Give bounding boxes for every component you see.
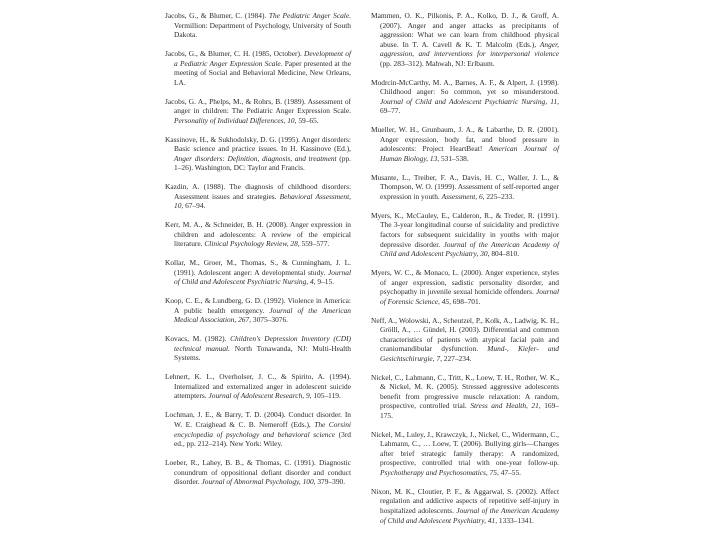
reference-authors-text: Kazdin, A. (1988). The diagnosis of childhood disorders: Assessment issues and strategies. <box>165 182 351 201</box>
reference-italic-title: Journal of the American Medical Association, 267, <box>174 305 351 325</box>
reference-pages-text: 804–810. <box>489 249 520 259</box>
reference-entry <box>165 410 351 448</box>
reference-italic-title: Journal of the American Academy of Child and Adolescent Psychiatry, 30, <box>380 239 560 259</box>
reference-entry <box>371 430 559 478</box>
reference-authors-text: Kassinove, H., & Sukhodolsky, D. G. (1995). Anger disorders: Basic science and practice issues. In H. Kassinove (Ed.), <box>165 134 351 154</box>
reference-authors-text: Jacobs, G., & Blumer, C. H. (1985, October). <box>165 49 305 59</box>
reference-entry <box>371 173 559 202</box>
references-left-column <box>165 11 351 496</box>
reference-italic-title: American Journal of Human Biology, 13, <box>380 144 559 163</box>
reference-authors-text: Modrcin-McCarthy, M. A., Barnes, A. F., & Alpert, J. (1998). Childhood anger: So common, yet so misunderstood. <box>371 77 559 97</box>
reference-pages-text: Paper presented at the meeting of Social and Behavioral Medicine, New Orleans, LA. <box>174 58 351 87</box>
reference-italic-title: Mund-, Kiefer- und Gesichtschirurgie, 7, <box>380 344 559 363</box>
reference-italic-title: Personality of Individual Differences, 10, <box>174 115 297 125</box>
reference-authors-text: Kollar, M., Groer, M., Thomas, S., & Cunningham, J. L. (1991). Adolescent anger: A developmental study. <box>165 258 351 277</box>
reference-pages-text: 1333–1341. <box>497 515 535 525</box>
reference-authors-text: Musante, L., Treiber, F. A., Davis, H. C., Waller, J. L., & Thompson, W. O. (1999). Assessment of self-reported anger expression in youth. <box>371 172 559 201</box>
reference-italic-title: The Corsini encyclopedia of psychology and behavioral science <box>174 419 351 439</box>
reference-pages-text: 59–65. <box>296 115 319 125</box>
reference-entry <box>165 220 351 249</box>
reference-entry <box>371 487 559 525</box>
reference-authors-text: Lehnert, K. L., Overholser, J. C., & Spirito, A. (1994). Internalized and externalized anger in adolescent suicide attempters. <box>165 372 351 401</box>
reference-italic-title: Stress and Health, 21, <box>470 401 541 411</box>
reference-pages-text: 559–577. <box>299 239 330 249</box>
reference-italic-title: Journal of Forensic Science, 45, <box>380 287 559 306</box>
reference-pages-text: Vermillion: Department of Psychology, University of South Dakota. <box>174 20 351 40</box>
reference-authors-text: Nixon, M. K., Cloutier, P. F., & Aggarwal, S. (2002). Affect regulation and addictive aspects of repetitive self-injury in hospitalized adolescents. <box>371 486 559 516</box>
reference-pages-text: 105–119. <box>311 391 341 401</box>
reference-entry <box>165 49 351 87</box>
reference-italic-title: Clinical Psychology Review, 28, <box>204 239 300 249</box>
reference-pages-text: 67–94. <box>183 201 206 211</box>
reference-authors-text: Jacobs, G. A., Phelps, M., & Rohrs, B. (1989). Assessment of anger in children: The Pediatric Anger Expression Scale. <box>165 96 351 116</box>
reference-italic-title: Psychotherapy and Psychosomatics, 75, <box>380 468 499 477</box>
reference-italic-title: Development of a Pediatric Anger Expression Scale. <box>174 49 351 68</box>
reference-authors-text: Koop, C. E., & Lundberg, G. D. (1992). Violence in America: A public health emergency. <box>165 296 351 315</box>
reference-authors-text: Neff, A., Wolowski, A., Scheutzel, P., Kolk, A., Ladwig, K. H., Grölll, A., … Gündel, H. (2003). Differential and common characteristics of patients with atypical facial pain and craniomandibular dysfunction. <box>371 315 559 354</box>
references-right-column <box>371 11 559 535</box>
reference-authors-text: Myers, W. C., & Monaco, L. (2000). Anger experience, styles of anger expression, sadistic personality disorder, and psychopathy in juvenile sexual homicide offenders. <box>371 267 559 297</box>
reference-pages-text: 531–538. <box>439 153 469 163</box>
reference-entry <box>165 182 351 211</box>
reference-entry <box>165 372 351 401</box>
reference-entry <box>371 211 559 259</box>
reference-pages-text: 227–234. <box>441 353 472 363</box>
reference-authors-text: Mueller, W. H., Grunbaum, J. A., & Labarthe, D. R. (2001). Anger expression, body fat, and blood pressure in adolescents: Project HeartBeat! <box>371 125 559 154</box>
reference-italic-title: Behavioral Assessment, 10, <box>174 191 351 211</box>
reference-italic-title: Journal of Adolescent Research, 9, <box>208 391 312 401</box>
reference-italic-title: Children's Depression Inventory (CDI) technical manual. <box>174 334 351 353</box>
reference-authors-text: Loeber, R., Lahey, B. B., & Thomas, C. (1991). Diagnostic conundrum of oppositional defiant disorder and conduct disorder. <box>165 457 351 487</box>
reference-pages-text: (3rd ed., pp. 212–214). New York: Wiley. <box>174 429 351 449</box>
reference-authors-text: Lochman, J. E., & Barry, T. D. (2004). Conduct disorder. In W. E. Craighead & C. B. Nemeroff (Eds.), <box>165 410 351 429</box>
reference-entry <box>165 458 351 487</box>
reference-entry <box>165 11 351 40</box>
reference-entry <box>165 135 351 173</box>
reference-italic-title: Assessment, 6, <box>441 191 485 201</box>
reference-entry <box>371 373 559 421</box>
reference-pages-text: 225–233. <box>484 191 515 201</box>
reference-pages-text: (pp. 283–312). Mahwah, NJ: Erlbaum. <box>380 58 495 68</box>
reference-pages-text: 3075–3076. <box>251 315 288 325</box>
reference-italic-title: Anger disorders: Definition, diagnosis, and treatment <box>174 153 337 163</box>
reference-entry <box>165 296 351 325</box>
reference-authors-text: Myers, K., McCauley, E., Calderon, R., & Treder, R. (1991). The 3-year longitudinal course of suicidality and predictive factors for subsequent suicidality in youths with major depressive disorder. <box>371 210 559 249</box>
reference-pages-text: 9–15. <box>315 277 334 287</box>
reference-italic-title: Journal of Child and Adolescent Psychiatric Nursing, 4, <box>174 267 351 287</box>
reference-entry <box>371 11 559 68</box>
reference-authors-text: Nickel, C., Lahmann, C., Tritt, K., Loew, T. H., Rother, W. K., & Nickel, M. K. (2005). Stressed aggressive adolescents benefit from progressive muscle relaxation: A random, prospective, controlled trial. <box>371 372 559 411</box>
reference-pages-text: 379–390. <box>315 477 346 487</box>
reference-pages-text: 169–175. <box>380 401 559 420</box>
reference-italic-title: Journal of Abnormal Psychology, 100, <box>201 477 316 487</box>
reference-pages-text: 698–701. <box>450 296 481 306</box>
reference-authors-text: Jacobs, G., & Blumer, C. (1984). <box>165 11 269 20</box>
reference-italic-title: Anger, aggression, and interventions for interpersonal violence <box>380 39 559 59</box>
reference-entry <box>371 268 559 306</box>
reference-pages-text: 69–77. <box>380 106 401 116</box>
reference-entry <box>371 125 559 163</box>
reference-entry <box>165 258 351 287</box>
reference-entry <box>165 334 351 363</box>
reference-pages-text: North Tonawanda, NJ: Multi-Health Systems. <box>174 343 351 363</box>
reference-authors-text: Kovacs, M. (1982). <box>165 334 231 344</box>
reference-pages-text: (pp. 1–26). Washington, DC: Taylor and Francis. <box>174 153 351 173</box>
reference-authors-text: Mammen, O. K., Pilkonis, P. A., Kolko, D. J., & Groff, A. (2007). Anger and anger attacks as precipitants of aggression: What we can learn from childhood physical abuse. In T. A. Cavell & K. T. Malcolm (Eds.), <box>371 11 559 49</box>
reference-entry <box>371 78 559 116</box>
reference-italic-title: Journal of Child and Adolescent Psychiatric Nursing, 11, <box>380 96 559 106</box>
reference-italic-title: The Pediatric Anger Scale. <box>268 11 351 20</box>
reference-italic-title: Journal of the American Academy of Child and Adolescent Psychiatry, 41, <box>380 506 559 525</box>
reference-entry <box>165 97 351 126</box>
reference-entry <box>371 316 559 364</box>
reference-authors-text: Kerr, M. A., & Schneider, B. H. (2008). Anger expression in children and adolescents: A review of the empirical literature. <box>165 220 351 249</box>
reference-pages-text: 47–55. <box>498 468 522 477</box>
reference-authors-text: Nickel, M., Luley, J., Krawczyk, J., Nickel, C., Widermann, C., Lahmann, C., … Loew, T. (2006). Bullying girls—Changes after brief strategic family therapy: A randomized, prospective, controlled trial with one-year follow-up. <box>371 429 559 468</box>
